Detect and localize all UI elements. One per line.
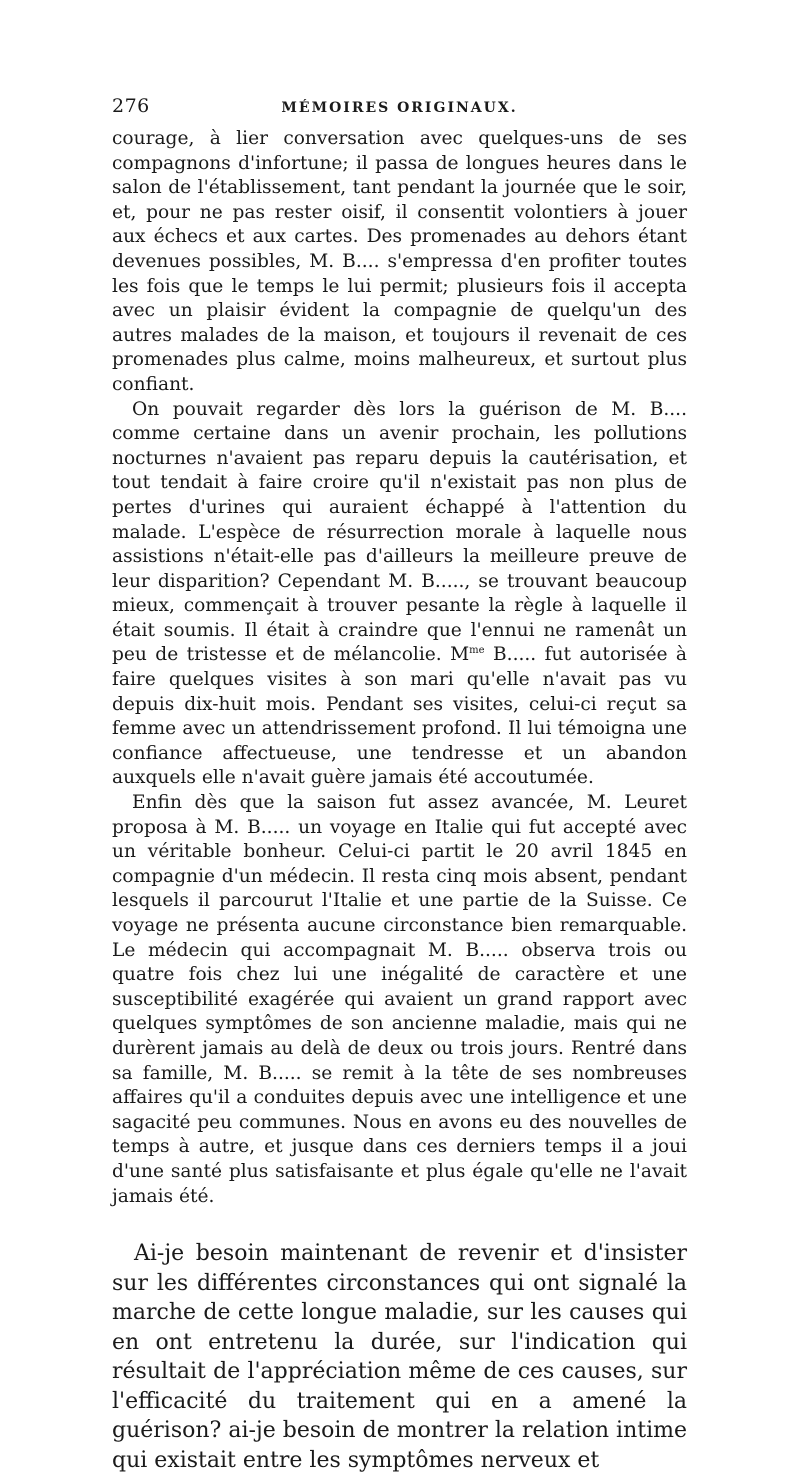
page-number: 276: [112, 95, 150, 117]
paragraph-2: [112, 398, 687, 792]
abbrev-madame: [450, 644, 484, 665]
running-title: MÉMOIRES ORIGINAUX.: [281, 100, 518, 116]
abbrev-madame-base: M: [450, 644, 470, 666]
paragraph-3: Enfin dès que la saison fut assez avancée, M. Leuret proposa à M. B..... un voyage en Italie qui fut accepté avec un véritable bonheur. Celui-ci partit le 20 avril 1845 en compagnie d'un médecin. Il resta cinq mois absent, pendant lesquels il parcourut l'Italie et une partie de la Suisse. Ce voyage ne présenta aucune circonstance bien remarquable. Le médecin qui accompagnait M. B..... observa trois ou quatre fois chez lui une inégalité de caractère et une susceptibilité exagérée qui avaient un grand rapport avec quelques symptômes de son ancienne maladie, mais qui ne durèrent jamais au delà de deux ou trois jours. Rentré dans sa famille, M. B..... se remit à la tête de ses nombreuses affaires qu'il a conduites depuis avec une intelligence et une sagacité peu communes. Nous en avons eu des nouvelles de temps à autre, et jusque dans ces derniers temps il a joui d'une santé plus satisfaisante et plus égale qu'elle ne l'avait jamais été.: [112, 792, 687, 1207]
paragraph-1: courage, à lier conversation avec quelques-uns de ses compagnons d'infortune; il passa de longues heures dans le salon de l'établissement, tant pendant la journée que le soir, et, pour ne pas rester oisif, il consentit volontiers à jouer aux échecs et aux cartes. Des promenades au dehors étant devenues possibles, M. B.... s'empressa d'en profiter toutes les fois que le temps le lui permit; plusieurs fois il accepta avec un plaisir évident la compagnie de quelqu'un des autres malades de la maison, et toujours il revenait de ces promenades plus calme, moins malheureux, et surtout plus confiant.: [112, 128, 687, 395]
page: [112, 95, 687, 1475]
running-head: [112, 95, 687, 123]
paragraph-4: Ai-je besoin maintenant de revenir et d'insister sur les différentes circonstances qui ont signalé la marche de cette longue maladie, sur les causes qui en ont entretenu la durée, sur l'indication qui résultait de l'appréciation même de ces causes, sur l'efficacité du traitement qui en a amené la guérison? ai-je besoin de montrer la relation intime qui existait entre les symptômes nerveux et: [112, 1241, 687, 1473]
abbrev-madame-sup: me: [469, 645, 485, 657]
paragraph-2-continuation: B..... fut autorisée à faire quelques visites à son mari qu'elle n'avait pas vu depuis dix-huit mois. Pendant ses visites, celui-ci reçut sa femme avec un attendrissement profond. Il lui témoigna une confiance affectueuse, une tendresse et un abandon auxquels elle n'avait guère jamais été accoutumée.: [112, 644, 687, 789]
paragraph-2-text: On pouvait regarder dès lors la guérison de M. B.... comme certaine dans un avenir prochain, les pollutions nocturnes n'avaient pas reparu depuis la cautérisation, et tout tendait à faire croire qu'il n'existait pas non plus de pertes d'urines qui auraient échappé à l'attention du malade. L'espèce de résurrection morale à laquelle nous assistions n'était-elle pas d'ailleurs la meilleure preuve de leur disparition? Cependant M. B....., se trouvant beaucoup mieux, commençait à trouver pesante la règle à laquelle il était soumis. Il était à craindre que l'ennui ne ramenât un peu de tristesse et de mélancolie.: [112, 398, 687, 666]
